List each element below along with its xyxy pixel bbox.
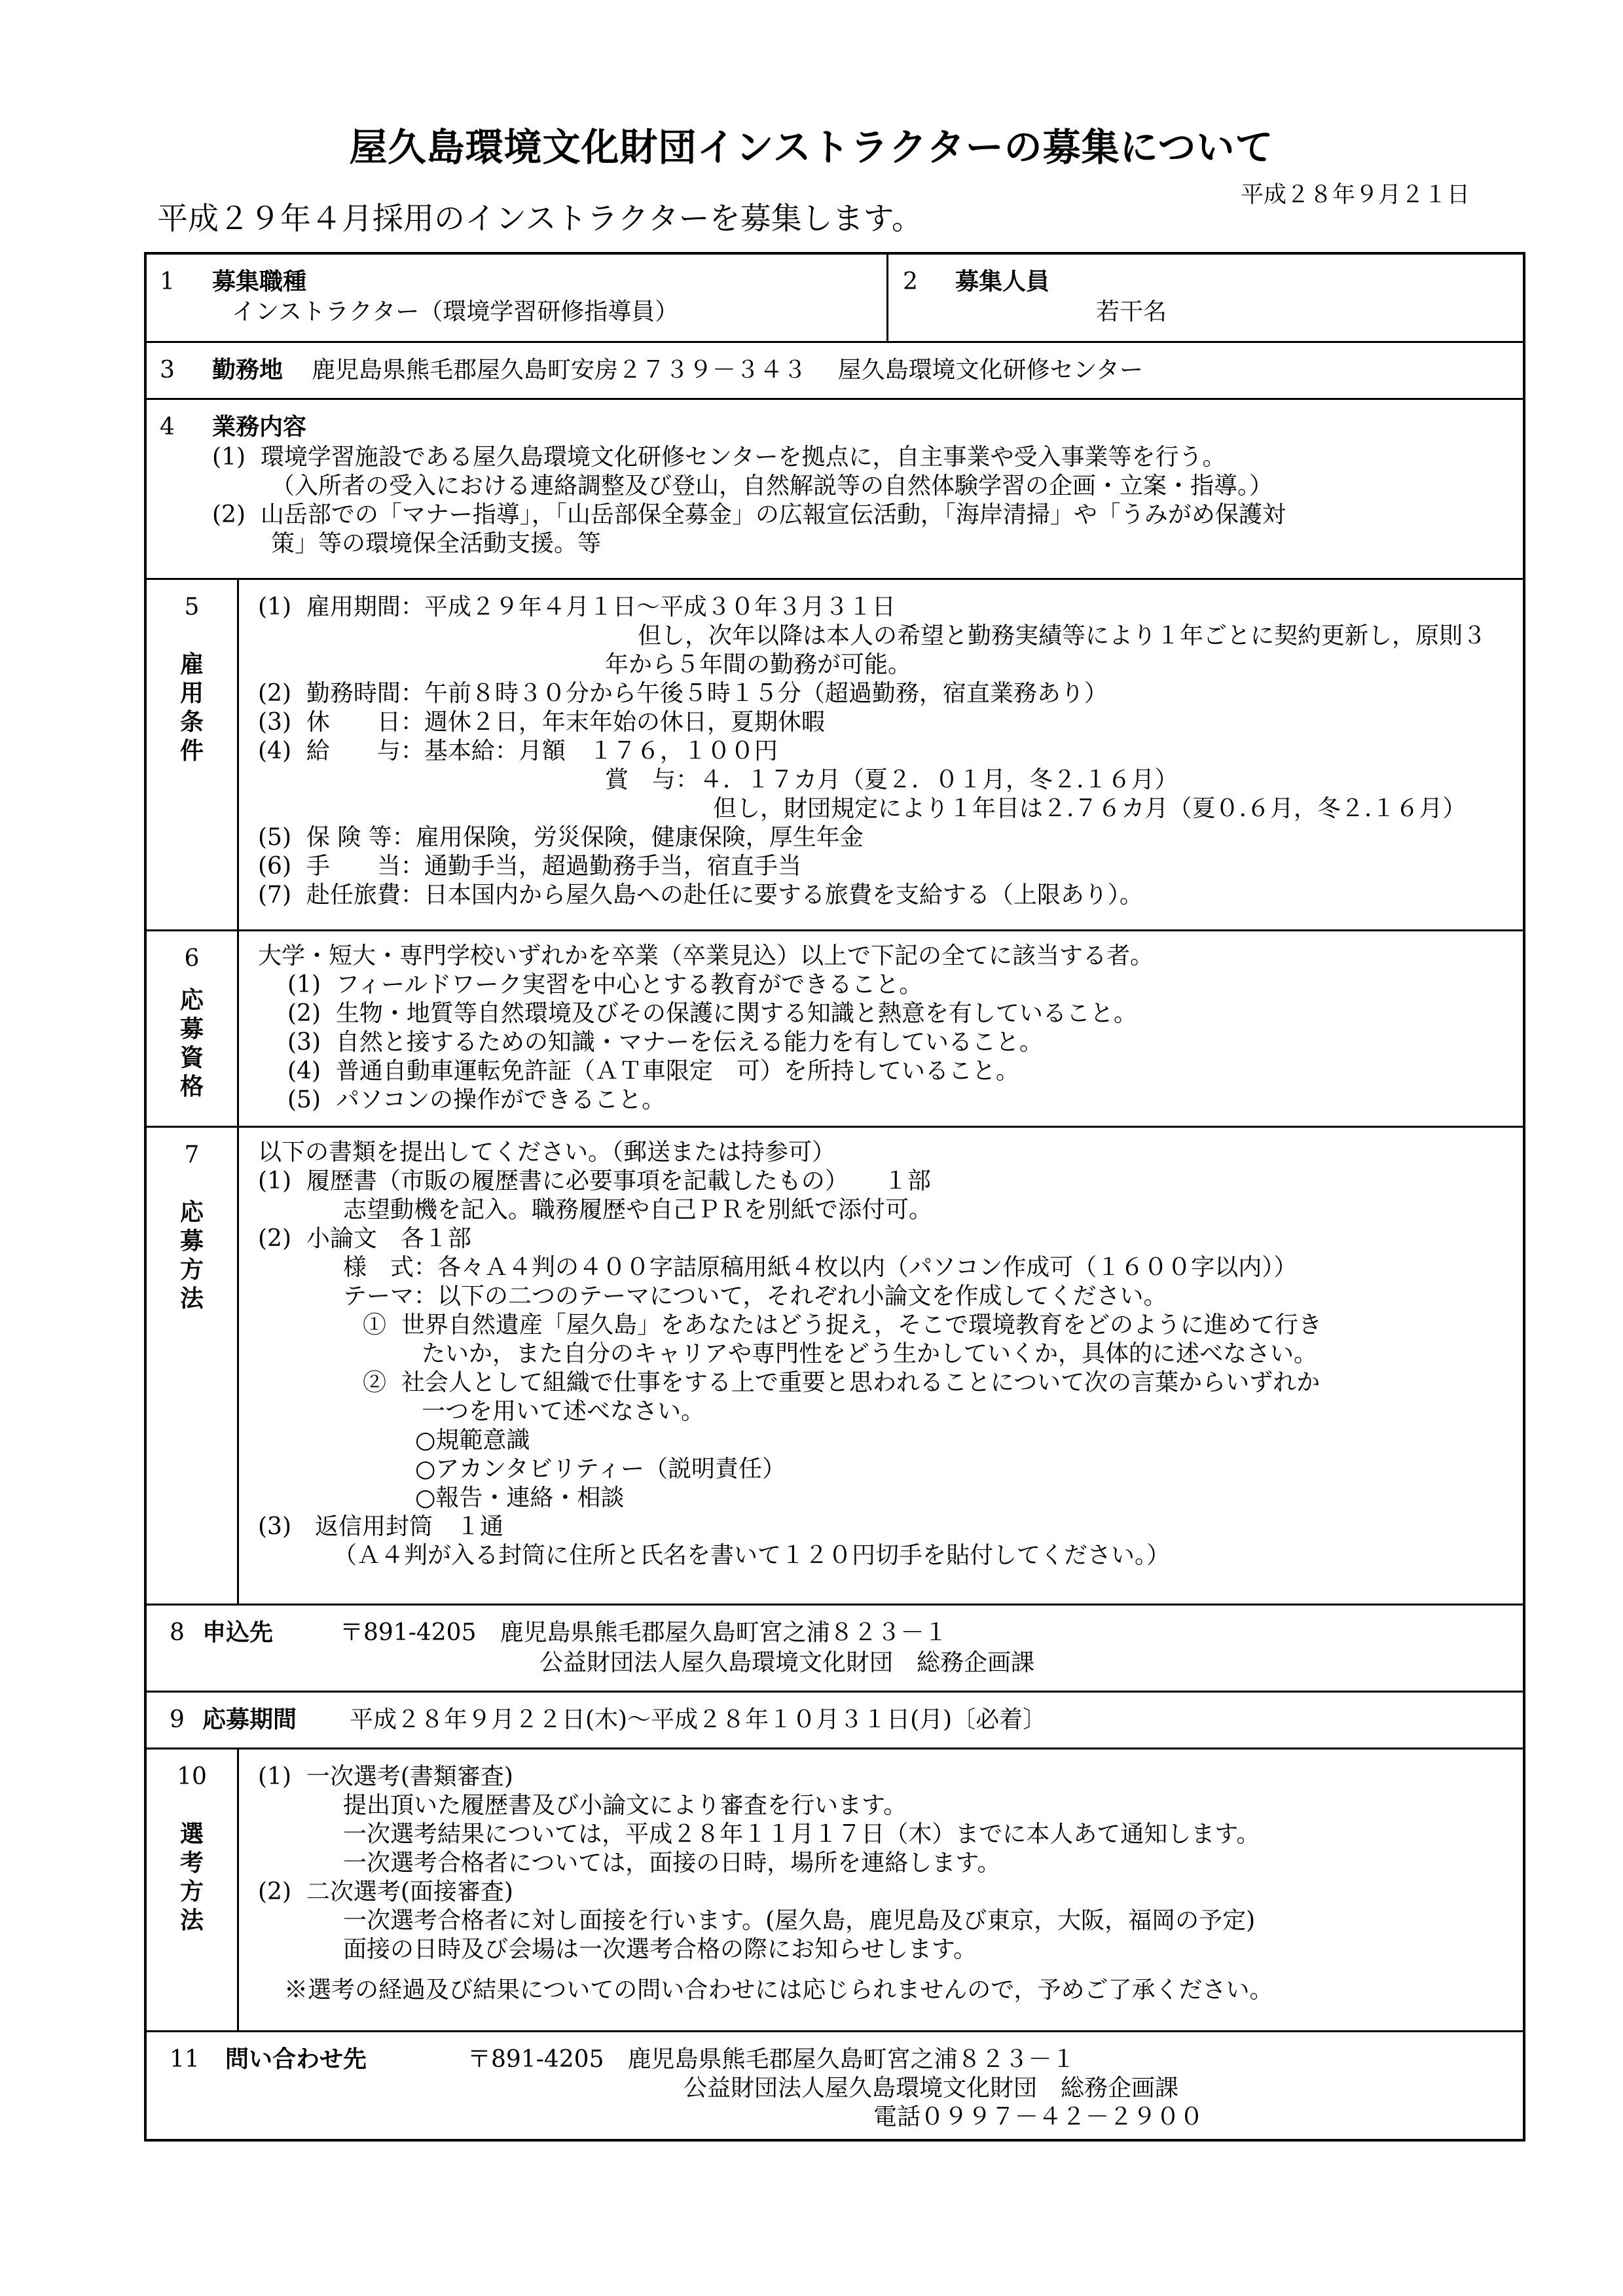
section-11-organization: 公益財団法人屋久島環境文化財団 総務企画課	[684, 2075, 1179, 2102]
label-char: 方	[179, 1878, 204, 1905]
section-5-line: 但し，次年以降は本人の希望と勤務実績等により１年ごとに契約更新し，原則３	[638, 622, 1487, 649]
section-3	[147, 343, 1523, 400]
section-7-line: ② 社会人として組織で仕事をする上で重要と思われることについて次の言葉からいずれか	[363, 1369, 1321, 1396]
section-1-number: 1	[160, 268, 175, 295]
label-char: 格	[179, 1073, 204, 1100]
label-char: 募	[179, 1016, 204, 1043]
section-10-line: 面接の日時及び会場は一次選考合格の際にお知らせします。	[343, 1936, 977, 1963]
section-1-label: 募集職種	[212, 268, 307, 295]
section-10-line: 一次選考結果については，平成２８年１１月１７日（木）までに本人あて通知します。	[343, 1821, 1260, 1848]
section-6-line: (1) フィールドワーク実習を中心とする教育ができること。	[287, 971, 923, 998]
section-5-line: (3) 休 日：週休２日，年末年始の休日，夏期休暇	[258, 709, 825, 736]
section-7-number: 7	[184, 1141, 200, 1168]
section-8-number: 8	[170, 1619, 185, 1646]
page-title: 屋久島環境文化財団インストラクターの募集について	[349, 125, 1274, 170]
section-5	[147, 580, 1523, 931]
section-7-line: ○アカンタビリティー（説明責任）	[415, 1456, 786, 1482]
section-11-label: 問い合わせ先	[225, 2046, 367, 2073]
section-3-value: 鹿児島県熊毛郡屋久島町安房２７３９－３４３ 屋久島環境文化研修センター	[312, 357, 1144, 384]
section-9-value: 平成２８年９月２２日(木)～平成２８年１０月３１日(月)〔必着〕	[350, 1706, 1047, 1733]
label-char: 資	[179, 1045, 204, 1071]
section-7-line: （Ａ４判が入る封筒に住所と氏名を書いて１２０円切手を貼付してください。）	[333, 1542, 1171, 1569]
section-10-number: 10	[177, 1763, 207, 1790]
section-4-label: 業務内容	[212, 414, 307, 440]
label-char: 法	[179, 1907, 204, 1934]
section-7-line: テーマ：以下の二つのテーマについて，それぞれ小論文を作成してください。	[343, 1283, 1167, 1310]
section-5-line: (7) 赴任旅費：日本国内から屋久島への赴任に要する旅費を支給する（上限あり）。	[258, 882, 1143, 908]
label-char: 件	[179, 738, 204, 764]
section-5-label	[147, 593, 237, 766]
label-char: 応	[179, 1199, 204, 1226]
section-8-address: 〒891-4205 鹿児島県熊毛郡屋久島町宮之浦８２３－１	[340, 1619, 948, 1646]
section-8-label: 申込先	[202, 1619, 274, 1646]
section-7-line: たいか，また自分のキャリアや専門性をどう生かしていくか，具体的に述べなさい。	[422, 1340, 1318, 1367]
section-11	[147, 2032, 1523, 2139]
section-6-line: (2) 生物・地質等自然環境及びその保護に関する知識と熱意を有していること。	[287, 1000, 1137, 1027]
section-3-label: 勤務地	[212, 357, 283, 384]
issue-date: 平成２８年９月２１日	[1241, 182, 1470, 208]
section-10-note: ※選考の経過及び結果についての問い合わせには応じられませんので，予めご了承ください。	[284, 1977, 1273, 2003]
section-9	[147, 1693, 1523, 1749]
section-6-line: (5) パソコンの操作ができること。	[287, 1086, 666, 1113]
section-5-line: 賞 与：４．１７カ月（夏２．０１月，冬２.１６月）	[605, 766, 1178, 793]
label-char: 方	[179, 1257, 204, 1283]
section-6-line: (3) 自然と接するための知識・マナーを伝える能力を有していること。	[287, 1029, 1043, 1056]
label-char: 応	[179, 987, 204, 1014]
label-char: 法	[179, 1285, 204, 1312]
section-8	[147, 1605, 1523, 1693]
section-5-line: 年から５年間の勤務が可能。	[605, 651, 912, 678]
section-7-line: ○報告・連絡・相談	[415, 1484, 625, 1511]
section-7-line: (1) 履歴書（市販の履歴書に必要事項を記載したもの） １部	[258, 1168, 931, 1194]
section-6	[147, 931, 1523, 1128]
section-11-number: 11	[170, 2046, 200, 2073]
subtitle: 平成２９年４月採用のインストラクターを募集します。	[157, 201, 922, 237]
section-6-number: 6	[184, 945, 200, 972]
label-char: 募	[179, 1228, 204, 1255]
label-char: 条	[179, 709, 204, 736]
label-char: 考	[179, 1850, 204, 1876]
section-7-line: 一つを用いて述べなさい。	[422, 1398, 705, 1425]
section-5-line: (1) 雇用期間：平成２９年４月１日～平成３０年３月３１日	[258, 594, 896, 620]
section-4-line: (2) 山岳部での「マナー指導」，「山岳部保全募金」の広報宣伝活動，「海岸清掃」や「うみがめ保護対	[212, 501, 1286, 528]
section-4	[147, 400, 1523, 580]
section-5-line: (2) 勤務時間：午前８時３０分から午後５時１５分（超過勤務，宿直業務あり）	[258, 680, 1108, 707]
section-5-number: 5	[184, 594, 200, 620]
section-7-line: 以下の書類を提出してください。（郵送または持参可）	[258, 1139, 836, 1166]
section-5-line: 但し，財団規定により１年目は２.７６カ月（夏０.６月，冬２.１６月）	[713, 795, 1467, 822]
label-char: 選	[179, 1821, 204, 1848]
section-4-number: 4	[160, 414, 175, 440]
section-10-line: 提出頂いた履歴書及び小論文により審査を行います。	[343, 1792, 907, 1819]
section-3-number: 3	[160, 357, 175, 384]
section-10-label	[147, 1763, 237, 1935]
section-2-value: 若干名	[1096, 298, 1167, 325]
section-7-line: 様 式：各々Ａ４判の４００字詰原稿用紙４枚以内（パソコン作成可（１６００字以内））	[343, 1254, 1298, 1281]
section-11-phone: 電話０９９７－４２－２９００	[873, 2104, 1204, 2130]
section-7-line: (2) 小論文 各１部	[258, 1225, 471, 1252]
section-10	[147, 1749, 1523, 2032]
section-9-label: 応募期間	[202, 1706, 297, 1733]
section-2-label: 募集人員	[955, 268, 1050, 295]
section-5-line: (6) 手 当：通勤手当，超過勤務手当，宿直手当	[258, 853, 801, 880]
section-5-line: (4) 給 与：基本給：月額 １７６，１００円	[258, 738, 778, 764]
section-1-2	[147, 255, 1523, 343]
section-5-line: (5) 保 険 等：雇用保険，労災保険，健康保険，厚生年金	[258, 824, 864, 851]
section-7-line: 志望動機を記入。職務履歴や自己ＰＲを別紙で添付可。	[343, 1196, 933, 1223]
section-6-label	[147, 944, 237, 1102]
section-10-line: (1) 一次選考(書類審査)	[258, 1763, 513, 1790]
section-2-number: 2	[903, 268, 918, 295]
section-7-line: ① 世界自然遺産「屋久島」をあなたはどう捉え，そこで環境教育をどのように進めて行き	[363, 1312, 1322, 1338]
section-1-value: インストラクター（環境学習研修指導員）	[232, 298, 679, 325]
section-6-line: (4) 普通自動車運転免許証（ＡＴ車限定 可）を所持していること。	[287, 1058, 1019, 1085]
section-7-line: ○規範意識	[415, 1427, 530, 1454]
section-4-line: （入所者の受入における連絡調整及び登山，自然解説等の自然体験学習の企画・立案・指導。）	[271, 473, 1273, 499]
section-7-label	[147, 1141, 237, 1314]
section-4-line: (1) 環境学習施設である屋久島環境文化研修センターを拠点に，自主事業や受入事業等を行う。	[212, 444, 1226, 471]
section-6-line: 大学・短大・専門学校いずれかを卒業（卒業見込）以上で下記の全てに該当する者。	[258, 942, 1154, 969]
section-10-line: 一次選考合格者に対し面接を行います。(屋久島，鹿児島及び東京，大阪，福岡の予定)	[343, 1907, 1256, 1934]
label-char: 用	[179, 680, 204, 707]
section-8-organization: 公益財団法人屋久島環境文化財団 総務企画課	[539, 1649, 1035, 1676]
section-4-line: 策」等の環境保全活動支援。等	[271, 530, 602, 557]
label-char: 雇	[179, 651, 204, 678]
section-9-number: 9	[170, 1706, 185, 1733]
recruitment-table	[144, 252, 1525, 2142]
section-10-line: 一次選考合格者については，面接の日時，場所を連絡します。	[343, 1850, 1001, 1876]
section-11-address: 〒891-4205 鹿児島県熊毛郡屋久島町宮之浦８２３－１	[467, 2046, 1076, 2073]
section-7-line: (3) 返信用封筒 １通	[258, 1513, 503, 1540]
section-10-line: (2) 二次選考(面接審査)	[258, 1878, 513, 1905]
section-7	[147, 1128, 1523, 1605]
